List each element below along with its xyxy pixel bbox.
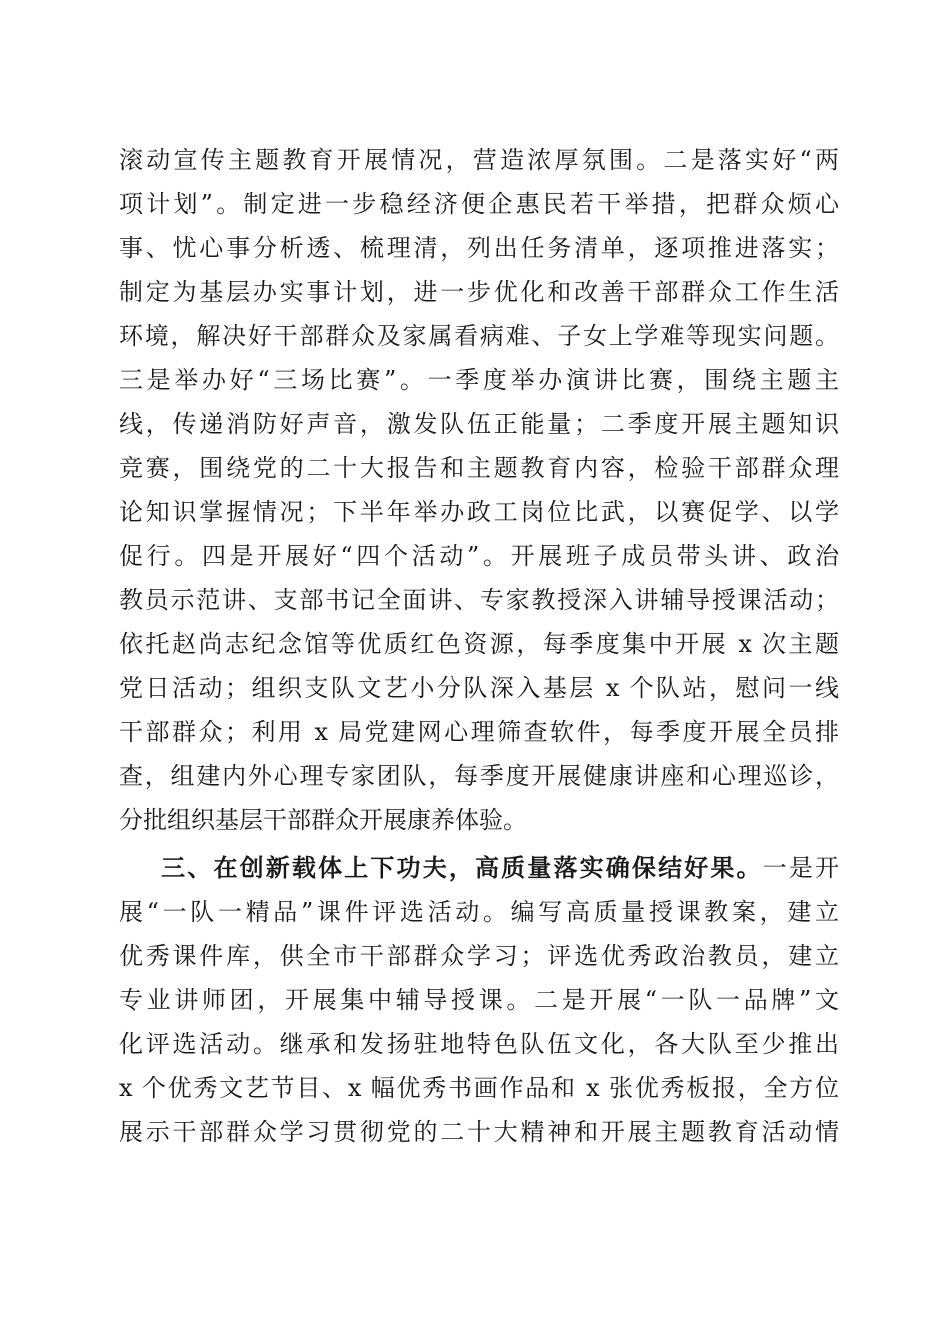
paragraph-line: 分批组织基层干部群众开展康养体验。 — [119, 806, 527, 834]
paragraph-line: 论知识掌握情况；下半年举办政工岗位比武，以赛促学、以学 — [119, 498, 839, 526]
paragraph-line: 化评选活动。继承和发扬驻地特色队伍文化，各大队至少推出 — [119, 1030, 839, 1058]
paragraph-line: 滚动宣传主题教育开展情况，营造浓厚氛围。二是落实好“两 — [119, 146, 839, 174]
paragraph-line: 展“一队一精品”课件评选活动。编写高质量授课教案，建立 — [119, 898, 839, 926]
section-heading-tail: 一是开 — [762, 854, 840, 882]
paragraph-line: x 个优秀文艺节目、x 幅优秀书画作品和 x 张优秀板报，全方位 — [119, 1074, 839, 1102]
paragraph-line: 项计划”。制定进一步稳经济便企惠民若干举措，把群众烦心 — [119, 190, 839, 218]
paragraph-line: 教员示范讲、支部书记全面讲、专家教授深入讲辅导授课活动； — [119, 586, 839, 614]
paragraph-line: 三是举办好“三场比赛”。一季度举办演讲比赛，围绕主题主 — [119, 366, 839, 394]
paragraph-line: 线，传递消防好声音，激发队伍正能量；二季度开展主题知识 — [119, 410, 839, 438]
section-heading: 三、在创新载体上下功夫，高质量落实确保结好果。 — [159, 854, 763, 882]
paragraph-line: 竞赛，围绕党的二十大报告和主题教育内容，检验干部群众理 — [119, 454, 839, 482]
paragraph-line: 制定为基层办实事计划，进一步优化和改善干部群众工作生活 — [119, 278, 839, 306]
paragraph-line: 党日活动；组织支队文艺小分队深入基层 x 个队站，慰问一线 — [119, 674, 839, 702]
paragraph-line: 优秀课件库，供全市干部群众学习；评选优秀政治教员，建立 — [119, 942, 839, 970]
paragraph-line: 干部群众；利用 x 局党建网心理筛查软件，每季度开展全员排 — [119, 718, 839, 746]
paragraph-line: 环境，解决好干部群众及家属看病难、子女上学难等现实问题。 — [119, 322, 839, 350]
paragraph-line: 事、忧心事分析透、梳理清，列出任务清单，逐项推进落实； — [119, 234, 839, 262]
paragraph-line: 查，组建内外心理专家团队，每季度开展健康讲座和心理巡诊， — [119, 762, 839, 790]
paragraph-line: 展示干部群众学习贯彻党的二十大精神和开展主题教育活动情 — [119, 1118, 839, 1146]
section-heading-line — [119, 848, 839, 888]
paragraph-line: 专业讲师团，开展集中辅导授课。二是开展“一队一品牌”文 — [119, 986, 839, 1014]
paragraph-line: 依托赵尚志纪念馆等优质红色资源，每季度集中开展 x 次主题 — [119, 630, 839, 658]
paragraph-line: 促行。四是开展好“四个活动”。开展班子成员带头讲、政治 — [119, 542, 839, 570]
